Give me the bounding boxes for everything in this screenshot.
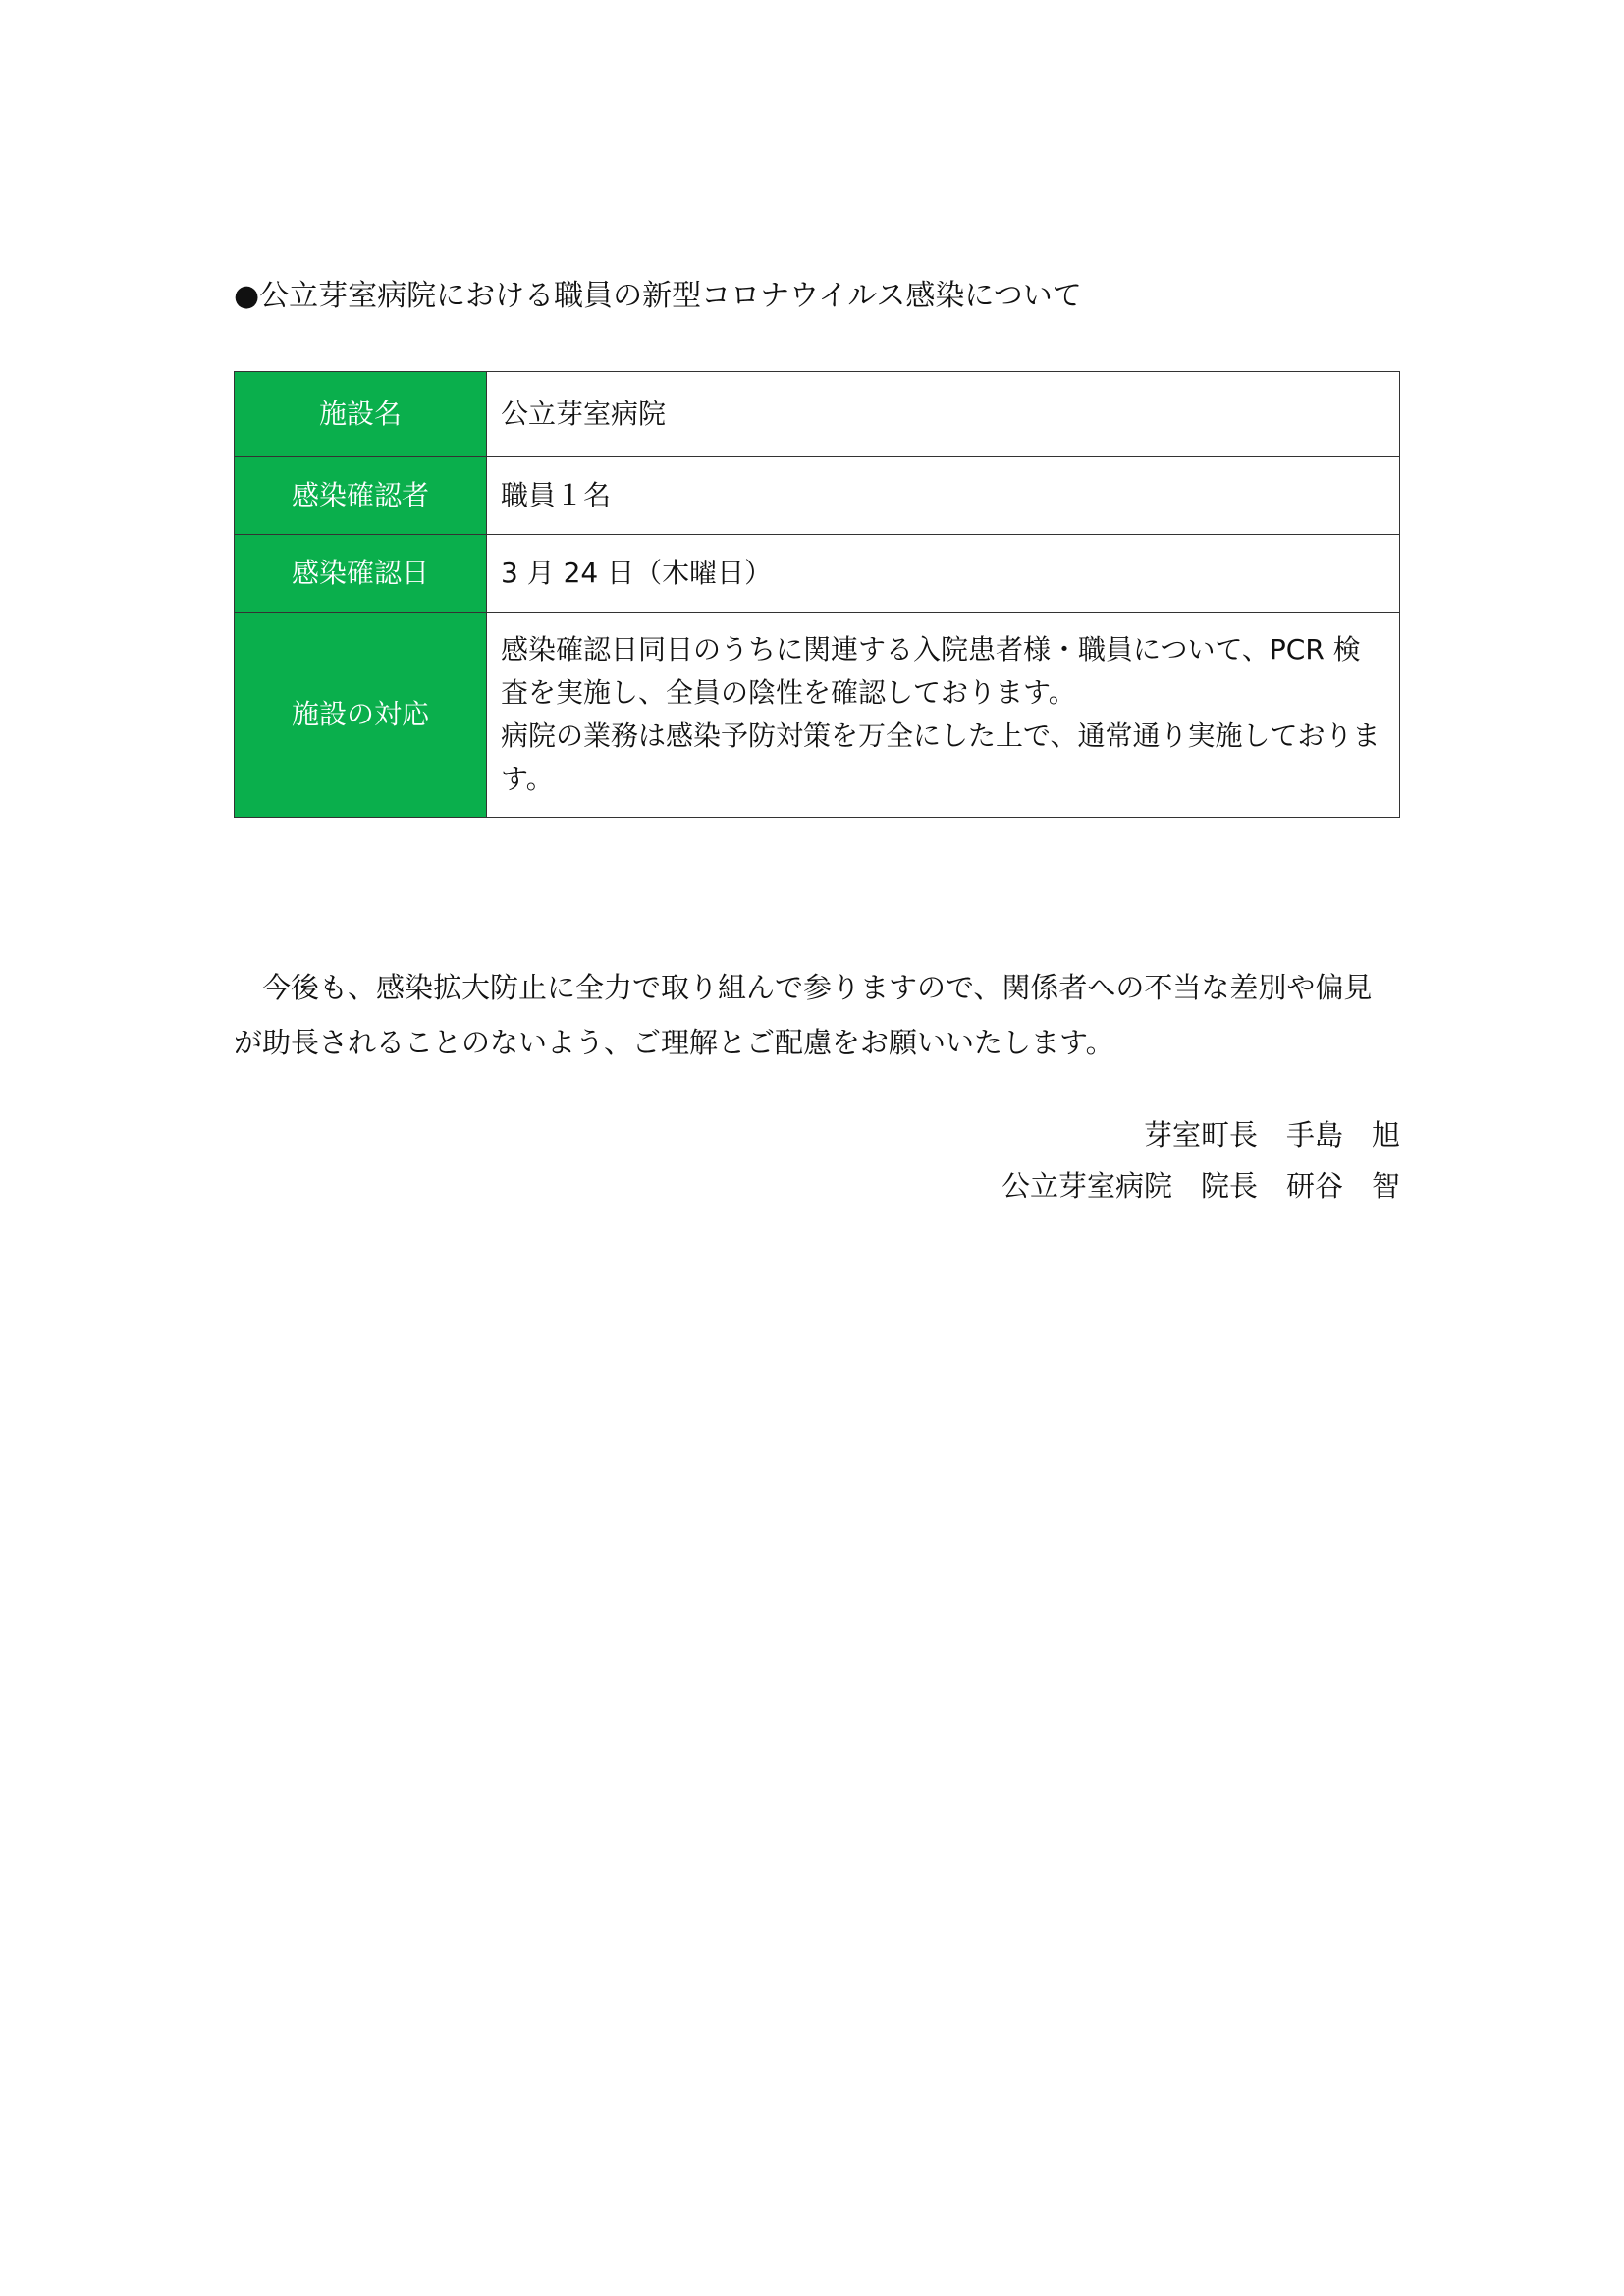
row-label: 施設の対応 (235, 613, 487, 818)
table-row-facility (235, 372, 1400, 457)
table-row-infected-person (235, 457, 1400, 535)
response-paragraph: 感染確認日同日のうちに関連する入院患者様・職員について、PCR 検査を実施し、全員の陰性を確認しております。 (501, 633, 1361, 709)
response-paragraph: 病院の業務は感染予防対策を万全にした上で、通常通り実施しております。 (501, 720, 1380, 795)
row-value: 3 月 24 日（木曜日） (487, 535, 1400, 613)
row-value (487, 613, 1400, 818)
signature-hospital-director: 公立芽室病院 院長 研谷 智 (1001, 1169, 1400, 1202)
table-row-confirmation-date (235, 535, 1400, 613)
signature-mayor: 芽室町長 手島 旭 (1143, 1118, 1400, 1151)
row-value: 公立芽室病院 (487, 372, 1400, 457)
signature-block (1001, 1109, 1400, 1211)
closing-message: 今後も、感染拡大防止に全力で取り組んで参りますので、関係者への不当な差別や偏見が助長されることのないよう、ご理解とご配慮をお願いいたします。 (234, 971, 1373, 1059)
row-label: 感染確認者 (235, 457, 487, 535)
document-title: ●公立芽室病院における職員の新型コロナウイルス感染について (234, 279, 1082, 313)
row-label: 感染確認日 (235, 535, 487, 613)
row-value: 職員１名 (487, 457, 1400, 535)
row-label: 施設名 (235, 372, 487, 457)
info-table (234, 371, 1400, 818)
table-row-facility-response (235, 613, 1400, 818)
